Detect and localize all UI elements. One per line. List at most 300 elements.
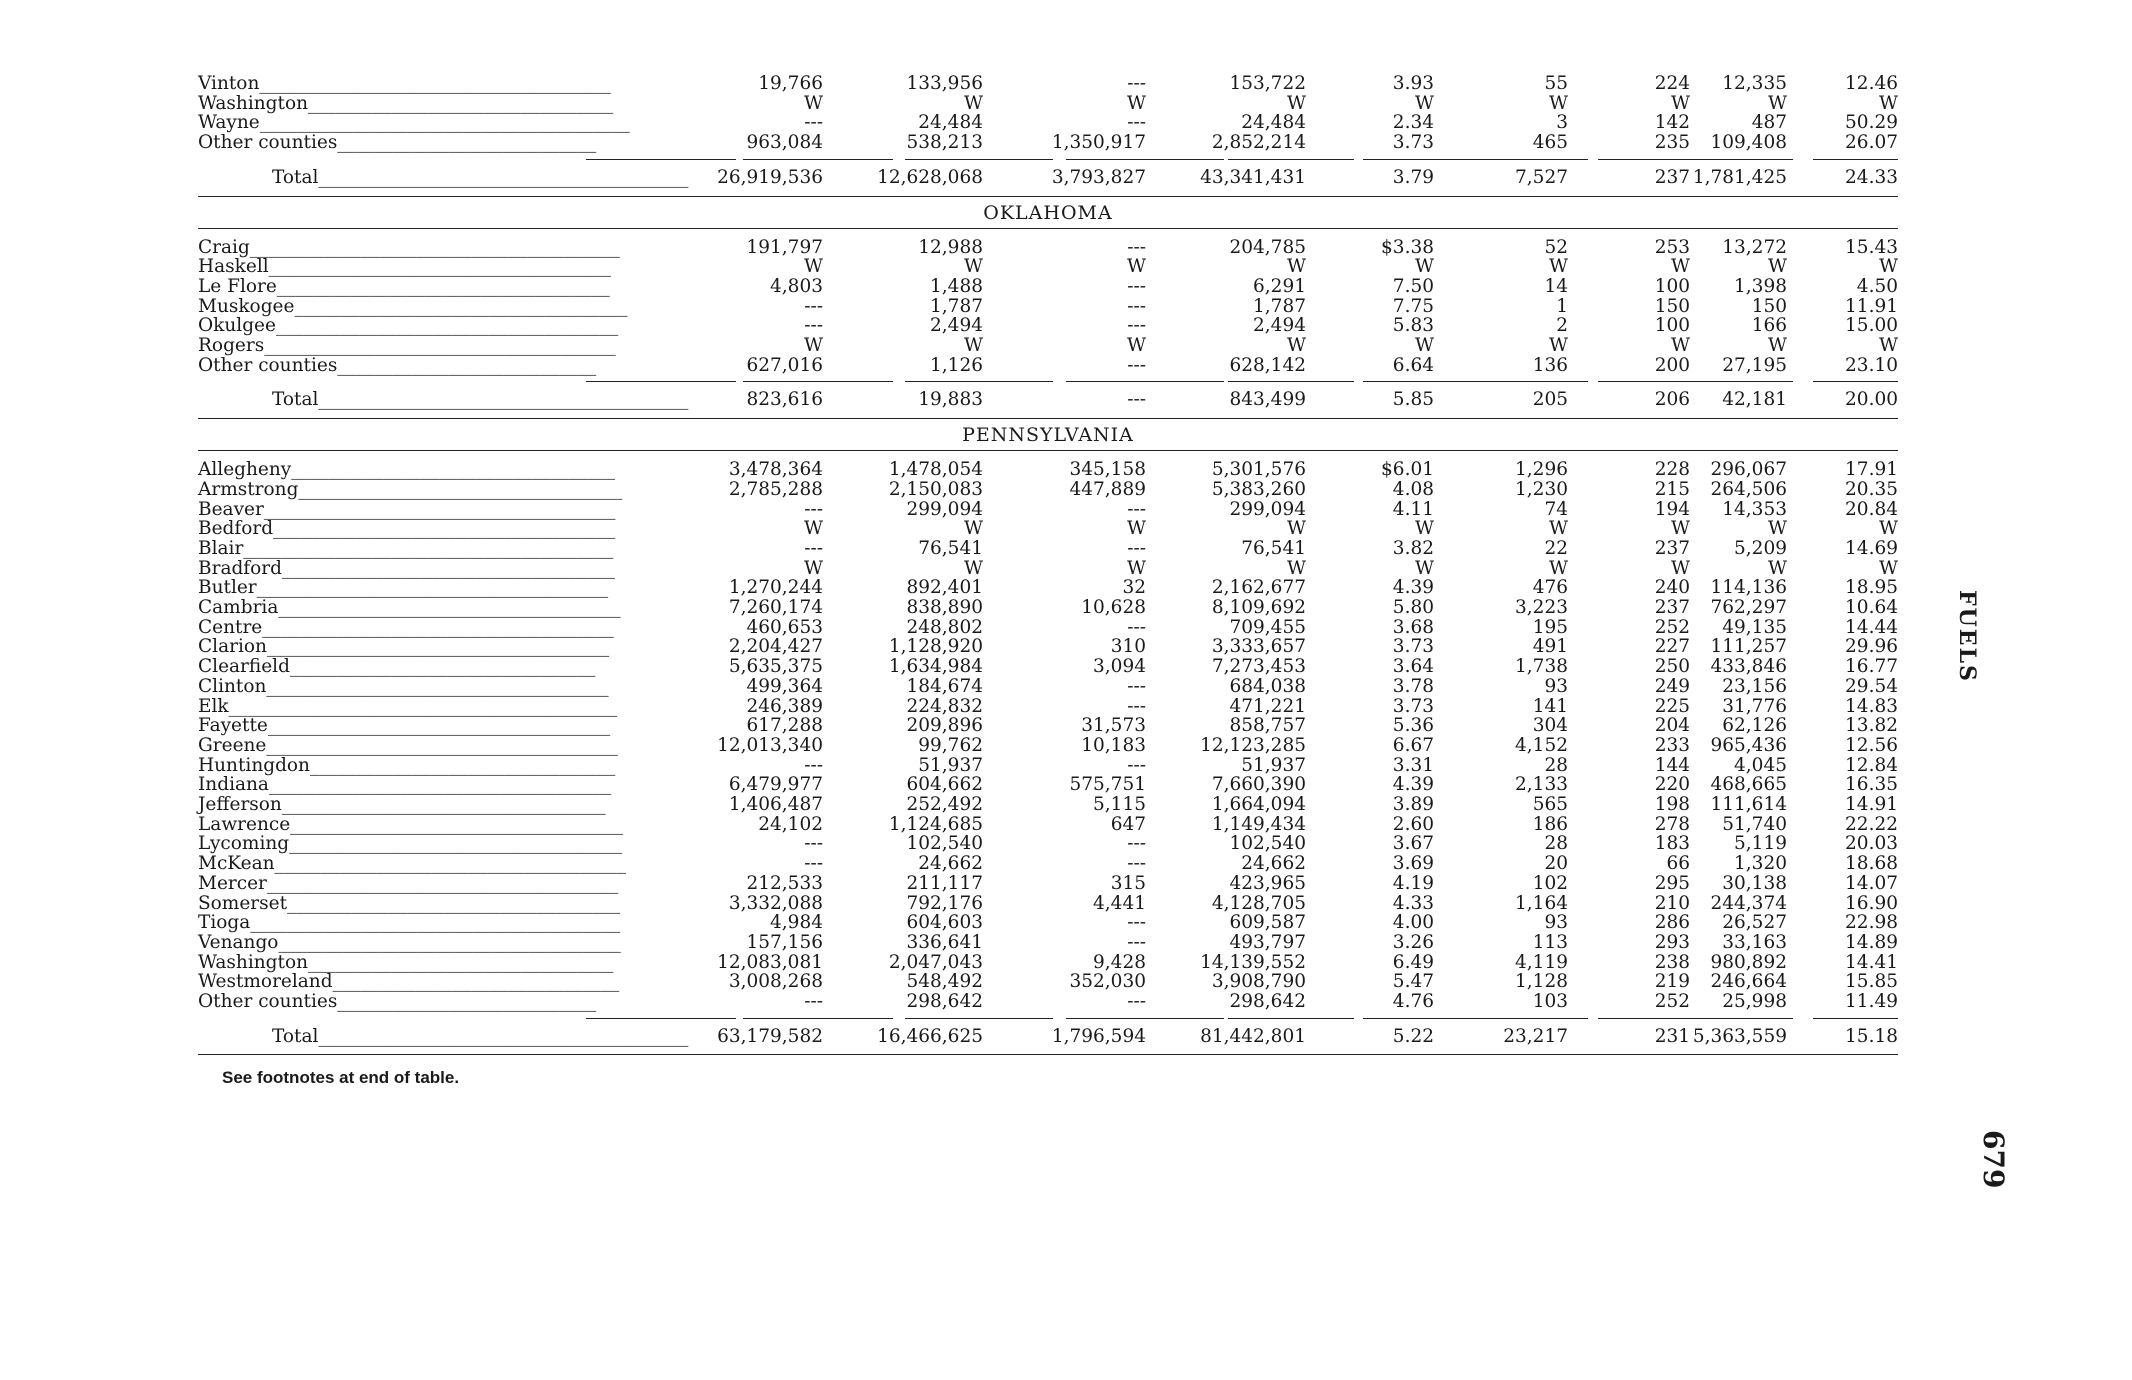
table-cell: 219: [1654, 971, 1690, 993]
row-label: Clarion_____________________________________: [198, 636, 610, 658]
row-label: Wayne________________________________________: [198, 112, 630, 134]
table-cell: 133,956: [906, 73, 983, 94]
row-label: Washington_________________________________: [198, 92, 614, 114]
table-cell: 186: [1532, 813, 1568, 835]
table-cell: 166: [1751, 315, 1787, 337]
row-label: Allegheny___________________________________: [198, 459, 615, 481]
table-cell: W: [1670, 518, 1690, 540]
table-cell: 423,965: [1229, 872, 1306, 894]
table-cell: W: [1414, 557, 1434, 579]
table-cell: 5.36: [1392, 715, 1434, 737]
table-cell: 2,047,043: [888, 951, 983, 973]
table-cell: 42,181: [1722, 389, 1787, 411]
table-cell: 3.31: [1392, 754, 1434, 776]
table-cell: 4.39: [1392, 774, 1434, 796]
table-cell: 627,016: [746, 354, 823, 376]
table-cell: 1,488: [930, 275, 983, 297]
table-cell: 249: [1654, 675, 1690, 697]
table-cell: 31,776: [1722, 695, 1787, 717]
table-cell: 538,213: [906, 132, 983, 154]
table-cell: W: [803, 557, 823, 579]
table-cell: 3,094: [1093, 656, 1146, 678]
table-cell: 5.85: [1392, 389, 1434, 411]
table-cell: 4.39: [1392, 577, 1434, 599]
table-cell: 24,484: [1241, 112, 1306, 134]
table-cell: 29.54: [1845, 675, 1898, 697]
table-cell: 240: [1654, 577, 1690, 599]
rule-line: [586, 1018, 736, 1019]
rule-line: [743, 159, 893, 160]
table-cell: ---: [1127, 112, 1146, 134]
table-cell: 99,762: [918, 734, 983, 756]
table-cell: ---: [804, 754, 823, 776]
table-cell: 1,128: [1515, 971, 1568, 993]
rule-line: [743, 381, 893, 382]
table-row: [198, 972, 1898, 991]
table-cell: 4.19: [1392, 872, 1434, 894]
table-cell: 50.29: [1845, 112, 1898, 134]
table-cell: 7,260,174: [728, 597, 823, 618]
table-cell: 298,642: [906, 991, 983, 1012]
table-cell: 235: [1654, 132, 1690, 154]
table-cell: 15.18: [1845, 1025, 1898, 1047]
table-cell: 1,126: [930, 354, 983, 376]
table-cell: 1,128,920: [888, 636, 983, 658]
table-cell: W: [1286, 557, 1306, 579]
table-row: [198, 94, 1898, 113]
table-cell: 892,401: [906, 577, 983, 599]
table-cell: 1,296: [1515, 459, 1568, 481]
table-cell: 136: [1532, 354, 1568, 376]
row-label: Armstrong___________________________________: [198, 478, 623, 500]
rule-line: [1228, 159, 1354, 160]
table-cell: 23,156: [1722, 675, 1787, 697]
table-cell: 205: [1532, 389, 1568, 411]
row-label: McKean______________________________________: [198, 853, 627, 875]
table-row: [198, 316, 1898, 335]
table-cell: 5.83: [1392, 315, 1434, 337]
table-cell: ---: [804, 833, 823, 855]
table-cell: ---: [1127, 931, 1146, 953]
row-label: Cambria_____________________________________: [198, 597, 621, 618]
table-cell: 109,408: [1710, 132, 1787, 154]
table-cell: 2,133: [1515, 774, 1568, 796]
table-cell: 20.00: [1845, 389, 1898, 411]
table-cell: 2: [1556, 315, 1568, 337]
table-row: [198, 356, 1898, 375]
table-cell: 141: [1532, 695, 1568, 717]
table-cell: 296,067: [1710, 459, 1787, 481]
table-cell: 12,083,081: [717, 951, 823, 973]
table-cell: 460,653: [746, 616, 823, 638]
table-cell: ---: [1127, 73, 1146, 94]
table-cell: 28: [1544, 754, 1568, 776]
table-cell: 233: [1654, 734, 1690, 756]
row-label: Other counties____________________________: [198, 991, 597, 1012]
table-row: [198, 133, 1898, 152]
table-cell: 2,494: [1253, 315, 1306, 337]
table-cell: 27,195: [1722, 354, 1787, 376]
table-cell: 762,297: [1710, 597, 1787, 618]
table-cell: 25,998: [1722, 991, 1787, 1012]
table-cell: 26,919,536: [717, 166, 823, 188]
table-cell: 4.00: [1392, 912, 1434, 934]
table-cell: 14,353: [1722, 498, 1787, 520]
table-cell: 22.22: [1845, 813, 1898, 835]
table-cell: 31,573: [1081, 715, 1146, 737]
table-row: [198, 637, 1898, 656]
table-cell: 295: [1654, 872, 1690, 894]
table-row: [198, 500, 1898, 519]
table-cell: 980,892: [1710, 951, 1787, 973]
table-cell: 253: [1654, 236, 1690, 258]
row-label: Tioga________________________________________: [198, 912, 621, 934]
table-cell: W: [1414, 335, 1434, 356]
table-cell: 224: [1654, 73, 1690, 94]
table-cell: $6.01: [1381, 459, 1434, 481]
table-cell: W: [803, 256, 823, 278]
table-row: [198, 519, 1898, 538]
table-cell: 5,119: [1734, 833, 1787, 855]
rule-line: [1363, 1018, 1488, 1019]
rule-line: [1488, 381, 1588, 382]
table-cell: 2.60: [1392, 813, 1434, 835]
page-number: 679: [1977, 1130, 2010, 1189]
table-cell: 298,642: [1229, 991, 1306, 1012]
table-cell: ---: [1127, 991, 1146, 1012]
table-cell: ---: [1127, 236, 1146, 258]
table-cell: 4.08: [1392, 478, 1434, 500]
rule-line: [198, 1054, 1898, 1055]
table-cell: 9,428: [1093, 951, 1146, 973]
table-cell: 12.46: [1845, 73, 1898, 94]
table-cell: 963,084: [746, 132, 823, 154]
table-cell: 14.44: [1845, 616, 1898, 638]
table-cell: 1,406,487: [728, 794, 823, 815]
table-cell: 206: [1654, 389, 1690, 411]
table-cell: 792,176: [906, 892, 983, 914]
table-cell: 3,478,364: [728, 459, 823, 481]
table-cell: 19,766: [758, 73, 823, 94]
table-cell: W: [1548, 518, 1568, 540]
table-cell: 76,541: [918, 537, 983, 559]
table-cell: 1,230: [1515, 478, 1568, 500]
table-cell: ---: [1127, 295, 1146, 317]
table-cell: ---: [804, 315, 823, 337]
table-cell: 1,124,685: [888, 813, 983, 835]
table-cell: ---: [1127, 754, 1146, 776]
table-cell: 194: [1654, 498, 1690, 520]
table-row: [198, 578, 1898, 597]
table-cell: 11.91: [1845, 295, 1898, 317]
table-cell: 63,179,582: [717, 1025, 823, 1047]
table-row: [198, 913, 1898, 932]
table-cell: 5,209: [1734, 537, 1787, 559]
table-cell: ---: [804, 295, 823, 317]
row-label: Rogers______________________________________: [198, 335, 616, 356]
table-cell: 5,635,375: [728, 656, 823, 678]
table-cell: 471,221: [1229, 695, 1306, 717]
table-cell: 5.22: [1392, 1025, 1434, 1047]
table-cell: 4,441: [1093, 892, 1146, 914]
table-cell: 211,117: [906, 872, 983, 894]
table-cell: 4,803: [770, 275, 823, 297]
rule-line: [1363, 159, 1488, 160]
table-cell: W: [1878, 335, 1898, 356]
table-cell: 237: [1654, 597, 1690, 618]
table-cell: W: [1548, 335, 1568, 356]
table-cell: 3.64: [1392, 656, 1434, 678]
table-cell: 24,102: [758, 813, 823, 835]
table-cell: 14: [1544, 275, 1568, 297]
table-cell: 250: [1654, 656, 1690, 678]
table-total-row: [198, 390, 1898, 409]
table-cell: W: [963, 256, 983, 278]
table-cell: 2.34: [1392, 112, 1434, 134]
table-cell: 20.35: [1845, 478, 1898, 500]
table-cell: 15.00: [1845, 315, 1898, 337]
table-cell: ---: [804, 991, 823, 1012]
table-cell: W: [1126, 256, 1146, 278]
table-cell: 18.68: [1845, 853, 1898, 875]
table-cell: 204,785: [1229, 236, 1306, 258]
table-cell: 4,119: [1515, 951, 1568, 973]
table-cell: 114,136: [1710, 577, 1787, 599]
table-cell: W: [1670, 335, 1690, 356]
table-cell: W: [1670, 256, 1690, 278]
table-cell: 3.67: [1392, 833, 1434, 855]
table-cell: 13.82: [1845, 715, 1898, 737]
table-cell: 6.49: [1392, 951, 1434, 973]
table-cell: 81,442,801: [1200, 1025, 1306, 1047]
table-cell: 3.82: [1392, 537, 1434, 559]
table-cell: W: [1670, 92, 1690, 114]
table-cell: 5,363,559: [1692, 1025, 1787, 1047]
table-cell: 24,484: [918, 112, 983, 134]
table-cell: 304: [1532, 715, 1568, 737]
table-cell: 609,587: [1229, 912, 1306, 934]
row-label: Muskogee____________________________________: [198, 295, 628, 317]
rule-line: [1228, 381, 1354, 382]
table-cell: 965,436: [1710, 734, 1787, 756]
table-cell: 103: [1532, 991, 1568, 1012]
rule-line: [1813, 159, 1898, 160]
rule-line: [198, 196, 1898, 197]
table-cell: ---: [804, 112, 823, 134]
row-label: Craig________________________________________: [198, 236, 620, 258]
table-cell: W: [1767, 335, 1787, 356]
table-row: [198, 618, 1898, 637]
table-cell: 7,527: [1515, 166, 1568, 188]
table-cell: 647: [1110, 813, 1146, 835]
table-cell: 3.93: [1392, 73, 1434, 94]
table-cell: 1,149,434: [1211, 813, 1306, 835]
table-cell: 238: [1654, 951, 1690, 973]
table-cell: W: [803, 518, 823, 540]
table-cell: 1,478,054: [888, 459, 983, 481]
table-cell: 1,164: [1515, 892, 1568, 914]
rule-line: [1598, 1018, 1793, 1019]
table-cell: 24,662: [1241, 853, 1306, 875]
table-cell: 286: [1654, 912, 1690, 934]
table-cell: 111,257: [1710, 636, 1787, 658]
table-cell: 10,183: [1081, 734, 1146, 756]
row-label: Elk__________________________________________: [198, 695, 618, 717]
table-cell: 14.91: [1845, 794, 1898, 815]
table-cell: 3,008,268: [728, 971, 823, 993]
table-cell: ---: [804, 853, 823, 875]
table-cell: 345,158: [1069, 459, 1146, 481]
row-label: Haskell_____________________________________: [198, 256, 611, 278]
table-cell: 93: [1544, 912, 1568, 934]
table-cell: 12,988: [918, 236, 983, 258]
table-cell: W: [1878, 518, 1898, 540]
table-cell: 23,217: [1503, 1025, 1568, 1047]
table-cell: 548,492: [906, 971, 983, 993]
table-row: [198, 480, 1898, 499]
table-row: [198, 559, 1898, 578]
table-cell: 204: [1654, 715, 1690, 737]
table-cell: 52: [1544, 236, 1568, 258]
table-cell: 4.50: [1856, 275, 1898, 297]
table-cell: W: [1878, 557, 1898, 579]
table-cell: 487: [1751, 112, 1787, 134]
table-cell: 1,796,594: [1051, 1025, 1146, 1047]
table-cell: 14.07: [1845, 872, 1898, 894]
table-cell: ---: [1127, 275, 1146, 297]
table-cell: 246,389: [746, 695, 823, 717]
table-cell: 24.33: [1845, 166, 1898, 188]
table-cell: 227: [1654, 636, 1690, 658]
table-row: [198, 238, 1898, 257]
table-cell: W: [803, 335, 823, 356]
table-cell: 74: [1544, 498, 1568, 520]
table-cell: 1,781,425: [1692, 166, 1787, 188]
table-cell: W: [963, 92, 983, 114]
table-cell: 1,738: [1515, 656, 1568, 678]
table-cell: 142: [1654, 112, 1690, 134]
table-cell: 220: [1654, 774, 1690, 796]
table-cell: 212,533: [746, 872, 823, 894]
table-row: [198, 74, 1898, 93]
table-cell: 23.10: [1845, 354, 1898, 376]
table-cell: 102,540: [1229, 833, 1306, 855]
table-cell: 12.56: [1845, 734, 1898, 756]
table-cell: 4.11: [1392, 498, 1434, 520]
rule-line: [1598, 381, 1793, 382]
row-label: Huntingdon_________________________________: [198, 754, 616, 776]
table-row: [198, 257, 1898, 276]
table-row: [198, 113, 1898, 132]
table-cell: 20.84: [1845, 498, 1898, 520]
table-cell: ---: [1127, 912, 1146, 934]
table-cell: 198: [1654, 794, 1690, 815]
table-cell: 51,740: [1722, 813, 1787, 835]
row-label: Other counties____________________________: [198, 132, 597, 154]
table-cell: 191,797: [746, 236, 823, 258]
rule-line: [198, 418, 1898, 419]
table-cell: 12,335: [1722, 73, 1787, 94]
table-cell: 7,273,453: [1211, 656, 1306, 678]
table-cell: 26.07: [1845, 132, 1898, 154]
table-cell: 43,341,431: [1200, 166, 1306, 188]
table-cell: W: [1414, 518, 1434, 540]
table-cell: 200: [1654, 354, 1690, 376]
table-cell: ---: [1127, 354, 1146, 376]
table-cell: 858,757: [1229, 715, 1306, 737]
table-cell: 1,350,917: [1051, 132, 1146, 154]
table-cell: 246,664: [1710, 971, 1787, 993]
table-cell: 210: [1654, 892, 1690, 914]
table-cell: W: [1126, 335, 1146, 356]
table-cell: 7.75: [1392, 295, 1434, 317]
row-label: Clinton_____________________________________: [198, 675, 609, 697]
table-cell: 565: [1532, 794, 1568, 815]
table-cell: 5,115: [1093, 794, 1146, 815]
table-row: [198, 297, 1898, 316]
table-cell: 310: [1110, 636, 1146, 658]
table-cell: 16.90: [1845, 892, 1898, 914]
rule-line: [1598, 159, 1793, 160]
row-label: Butler______________________________________: [198, 577, 609, 599]
table-cell: 18.95: [1845, 577, 1898, 599]
table-cell: 66: [1666, 853, 1690, 875]
table-cell: ---: [1127, 537, 1146, 559]
table-cell: 823,616: [746, 389, 823, 411]
table-cell: 16.77: [1845, 656, 1898, 678]
row-label: Bradford____________________________________: [198, 557, 615, 579]
table-cell: 20: [1544, 853, 1568, 875]
table-cell: W: [1878, 256, 1898, 278]
section-title: PENNSYLVANIA: [962, 424, 1134, 447]
table-cell: 248,802: [906, 616, 983, 638]
table-cell: W: [1414, 92, 1434, 114]
table-cell: 16.35: [1845, 774, 1898, 796]
table-cell: 575,751: [1069, 774, 1146, 796]
table-cell: W: [803, 92, 823, 114]
table-cell: 209,896: [906, 715, 983, 737]
table-cell: ---: [1127, 616, 1146, 638]
table-row: [198, 736, 1898, 755]
table-cell: 1,398: [1734, 275, 1787, 297]
table-cell: 51,937: [1241, 754, 1306, 776]
table-cell: 465: [1532, 132, 1568, 154]
rule-line: [1813, 1018, 1898, 1019]
table-row: [198, 756, 1898, 775]
row-label: Beaver______________________________________: [198, 498, 616, 520]
table-cell: 6,479,977: [728, 774, 823, 796]
table-cell: 843,499: [1229, 389, 1306, 411]
rule-line: [905, 159, 1053, 160]
table-cell: 3.73: [1392, 695, 1434, 717]
table-row: [198, 933, 1898, 952]
table-cell: 15.85: [1845, 971, 1898, 993]
row-label: Okulgee_____________________________________: [198, 315, 619, 337]
table-cell: 3,332,088: [728, 892, 823, 914]
table-cell: 3.68: [1392, 616, 1434, 638]
row-label: Bedford_____________________________________: [198, 518, 616, 540]
row-label: Other counties____________________________: [198, 354, 597, 376]
rule-line: [743, 1018, 893, 1019]
table-row: [198, 834, 1898, 853]
table-row: [198, 657, 1898, 676]
table-cell: 3,333,657: [1211, 636, 1306, 658]
table-cell: ---: [804, 498, 823, 520]
table-total-row: [198, 1027, 1898, 1046]
table-cell: 19,883: [918, 389, 983, 411]
table-cell: 17.91: [1845, 459, 1898, 481]
table-cell: 6.67: [1392, 734, 1434, 756]
